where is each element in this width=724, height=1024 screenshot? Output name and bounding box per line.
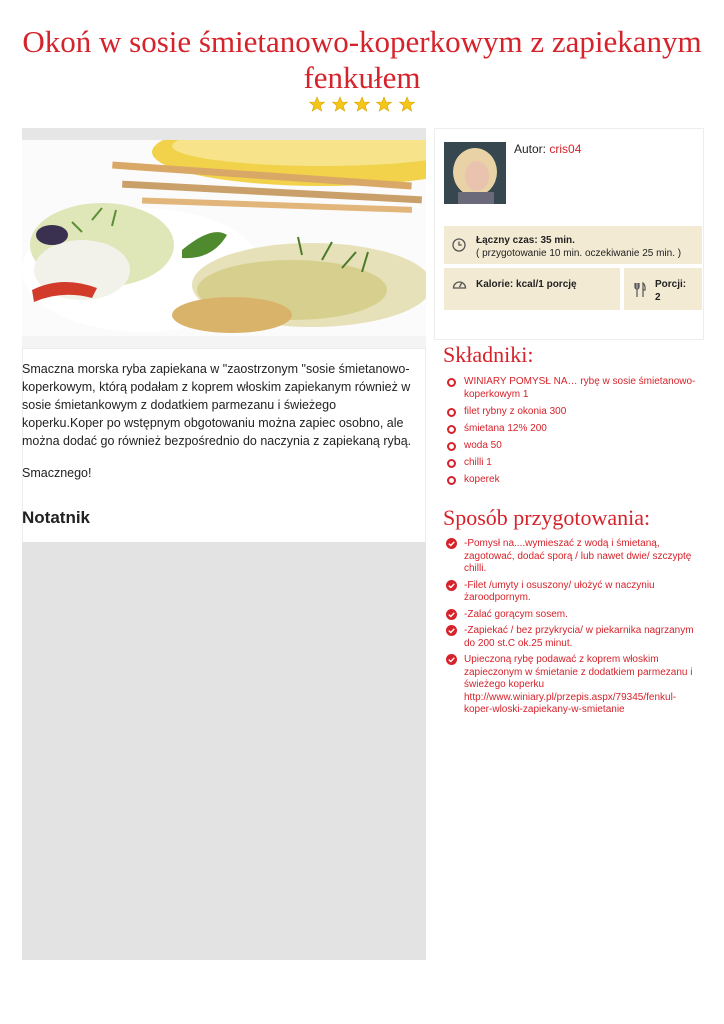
preparation-step: -Pomysł na....wymieszać z wodą i śmietaną, zagotować, dodać sporą / lub nawet dwie/ szczyptę chilli.	[446, 538, 701, 576]
check-circle-icon	[446, 580, 457, 591]
check-circle-icon	[446, 538, 457, 549]
calories: Kalorie: kcal/1 porcję	[476, 279, 577, 290]
rating-stars	[0, 96, 724, 117]
recipe-description	[22, 360, 412, 496]
clock-icon	[452, 238, 466, 257]
bullet-circle-icon	[447, 476, 456, 485]
ingredient-item: woda 50	[446, 440, 701, 453]
author	[514, 142, 581, 156]
gauge-icon	[452, 277, 467, 296]
check-circle-icon	[446, 609, 457, 620]
calories-box	[444, 268, 620, 310]
avatar[interactable]	[444, 142, 506, 204]
preparation-list	[446, 538, 701, 721]
star-icon	[376, 96, 392, 112]
ingredients-list	[446, 376, 701, 491]
preparation-step: Upieczoną rybę podawać z koprem włoskim zapieczonym w śmietanie z dodatkiem parmezanu i świeżego koperku http://www.winiary.pl/przepis.aspx/79345/fenkul-koper-wloski-zapiekany-w-smietanie	[446, 654, 701, 717]
recipe-title: Okoń w sosie śmietanowo-koperkowym z zapiekanym fenkułem	[22, 24, 702, 95]
check-circle-icon	[446, 654, 457, 665]
star-icon	[309, 96, 325, 112]
bullet-circle-icon	[447, 425, 456, 434]
notes-title: Notatnik	[22, 508, 90, 527]
ingredient-item: filet rybny z okonia 300	[446, 406, 701, 419]
ingredient-item: WINIARY POMYSŁ NA… rybę w sosie śmietanowo-koperkowym 1	[446, 376, 701, 401]
recipe-photo	[22, 128, 426, 348]
bullet-circle-icon	[447, 442, 456, 451]
ingredient-item: śmietana 12% 200	[446, 423, 701, 436]
preparation-step: -Zapiekać / bez przykrycia/ w piekarnika nagrzanym do 200 st.C ok.25 minut.	[446, 625, 701, 650]
ingredients-title: Składniki:	[443, 342, 534, 367]
ingredient-item: chilli 1	[446, 457, 701, 470]
preparation-step: -Zalać gorącym sosem.	[446, 609, 701, 622]
ingredient-item: koperek	[446, 474, 701, 487]
star-icon	[332, 96, 348, 112]
total-time: Łączny czas: 35 min.	[476, 235, 575, 246]
star-icon	[354, 96, 370, 112]
author-name[interactable]: cris04	[549, 142, 582, 156]
portions-value: 2	[655, 292, 661, 303]
description-paragraph: Smacznego!	[22, 466, 92, 480]
bullet-circle-icon	[447, 378, 456, 387]
time-detail: ( przygotowanie 10 min. oczekiwanie 25 min. )	[476, 248, 682, 259]
preparation-step: -Filet /umyty i osuszony/ ułożyć w naczyniu żaroodpornym.	[446, 580, 701, 605]
description-paragraph: Smaczna morska ryba zapiekana w "zaostrzonym "sosie śmietanowo-koperkowym, którą podałam z koprem włoskim zapiekanym również w sosie śmietankowym z dodatkiem parmezanu i świeżego koperku.Koper po wstępnym obgotowaniu można zapiec osobno, ale można dodać go również bezpośrednio do naczynia z zapiekaną rybą.	[22, 362, 412, 448]
total-time-box	[444, 226, 702, 264]
author-label: Autor:	[514, 142, 547, 156]
portions-box	[624, 268, 702, 310]
bullet-circle-icon	[447, 408, 456, 417]
star-icon	[399, 96, 415, 112]
bullet-circle-icon	[447, 459, 456, 468]
portions-label: Porcji:	[655, 279, 687, 290]
preparation-title: Sposób przygotowania:	[443, 505, 651, 530]
check-circle-icon	[446, 625, 457, 636]
cutlery-icon	[634, 282, 646, 303]
notes-area[interactable]	[22, 542, 426, 960]
